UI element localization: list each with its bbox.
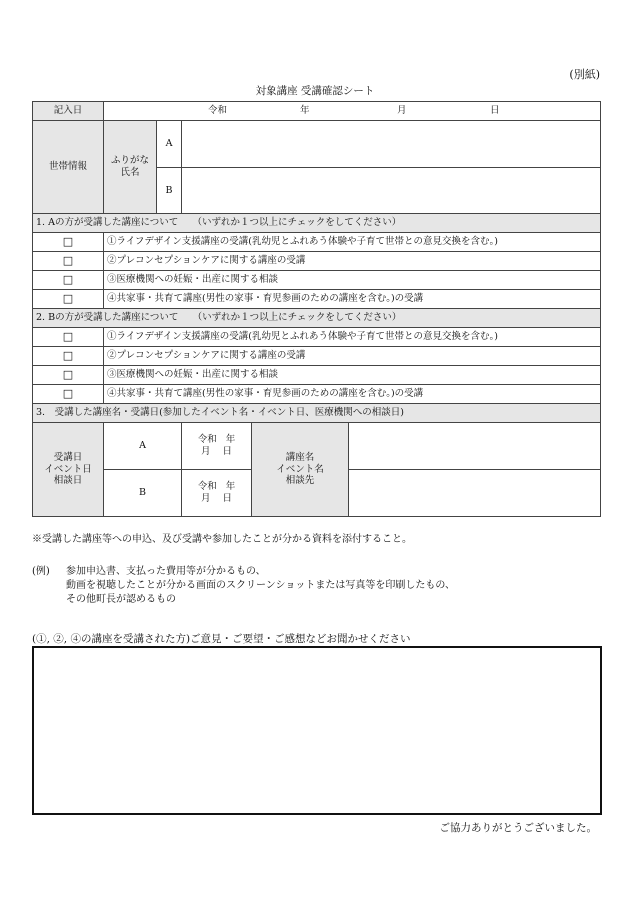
date-a-field[interactable]	[182, 423, 252, 470]
course-label	[252, 423, 349, 517]
section3-person-b-label: B	[104, 470, 182, 517]
date-b-year: 年	[225, 481, 236, 493]
course-label-2: イベント名	[276, 463, 324, 475]
section1-checkbox-3[interactable]: □	[33, 271, 104, 290]
section1-item-4: ④共家事・共育て講座(男性の家事・育児参画のための講座を含む。)の受講	[104, 290, 601, 309]
feedback-textarea[interactable]	[32, 646, 602, 815]
section2-checkbox-2[interactable]: □	[33, 347, 104, 366]
entry-date-day: 日	[490, 105, 500, 116]
example-line-1: 参加申込書、支払った費用等が分かるもの、	[66, 566, 266, 577]
date-b-field[interactable]	[182, 470, 252, 517]
section1-checkbox-4[interactable]: □	[33, 290, 104, 309]
course-label-3: 相談先	[285, 475, 315, 487]
section1-checkbox-1[interactable]: □	[33, 233, 104, 252]
furigana-name-label	[104, 121, 157, 214]
section2-item-3: ③医療機関への妊娠・出産に関する相談	[104, 366, 601, 385]
section1-item-3: ③医療機関への妊娠・出産に関する相談	[104, 271, 601, 290]
date-b-month: 月	[200, 493, 211, 504]
section2-checkbox-1[interactable]: □	[33, 328, 104, 347]
furigana-label: ふりがな	[110, 155, 149, 167]
entry-date-month: 月	[397, 105, 407, 116]
date-b-day: 日	[222, 493, 233, 504]
section1-item-2: ②プレコンセプションケアに関する講座の受講	[104, 252, 601, 271]
person-a-name-field[interactable]	[182, 121, 601, 168]
section2-item-1: ①ライフデザイン支援講座の受講(乳幼児とふれあう体験や子育て世帯との意見交換を含む。)	[104, 328, 601, 347]
example-line-3: その他町長が認めるもの	[66, 594, 176, 605]
attachment-label: (別紙)	[569, 68, 600, 81]
person-b-label: B	[157, 168, 182, 214]
course-b-field[interactable]	[349, 470, 601, 517]
date-a-day: 日	[222, 446, 233, 457]
entry-date-label: 記入日	[33, 102, 104, 121]
date-a-year: 年	[225, 434, 236, 446]
section3-person-a-label: A	[104, 423, 182, 470]
person-a-label: A	[157, 121, 182, 168]
section3-heading: 3. 受講した講座名・受講日(参加したイベント名・イベント日、医療機関への相談日)	[33, 404, 601, 423]
entry-date-field[interactable]	[104, 102, 601, 121]
thanks-message: ご協力ありがとうございました。	[439, 822, 597, 834]
date-label-1: 受講日	[53, 451, 83, 463]
confirmation-table	[32, 101, 601, 517]
date-b-era: 令和	[197, 481, 217, 493]
date-label-3: 相談日	[53, 475, 83, 487]
page-title: 対象講座 受講確認シート	[255, 85, 375, 97]
example-line-2: 動画を視聴したことが分かる画面のスクリーンショットまたは写真等を印刷したもの、	[66, 580, 455, 591]
section2-item-4: ④共家事・共育て講座(男性の家事・育児参画のための講座を含む。)の受講	[104, 385, 601, 404]
entry-date-era: 令和	[208, 105, 228, 116]
section2-item-2: ②プレコンセプションケアに関する講座の受講	[104, 347, 601, 366]
entry-date-year: 年	[300, 105, 310, 116]
date-label-2: イベント日	[44, 463, 92, 475]
person-b-name-field[interactable]	[182, 168, 601, 214]
section2-checkbox-3[interactable]: □	[33, 366, 104, 385]
section2-heading: 2. Bの方が受講した講座について （いずれか１つ以上にチェックをしてください）	[33, 309, 601, 328]
name-label: 氏名	[120, 167, 140, 178]
course-a-field[interactable]	[349, 423, 601, 470]
section1-heading: 1. Aの方が受講した講座について （いずれか１つ以上にチェックをしてください）	[33, 214, 601, 233]
household-label: 世帯情報	[33, 121, 104, 214]
course-label-1: 講座名	[285, 451, 315, 463]
example-label: (例)	[32, 566, 50, 577]
date-a-era: 令和	[197, 434, 217, 446]
feedback-label: (①, ②, ④の講座を受講された方)ご意見・ご要望・ご感想などお聞かせください	[32, 633, 411, 645]
section1-checkbox-2[interactable]: □	[33, 252, 104, 271]
section1-item-1: ①ライフデザイン支援講座の受講(乳幼児とふれあう体験や子育て世帯との意見交換を含む。)	[104, 233, 601, 252]
date-label	[33, 423, 104, 517]
attachment-note: ※受講した講座等への申込、及び受講や参加したことが分かる資料を添付すること。	[32, 534, 412, 545]
date-a-month: 月	[200, 446, 211, 457]
section2-checkbox-4[interactable]: □	[33, 385, 104, 404]
